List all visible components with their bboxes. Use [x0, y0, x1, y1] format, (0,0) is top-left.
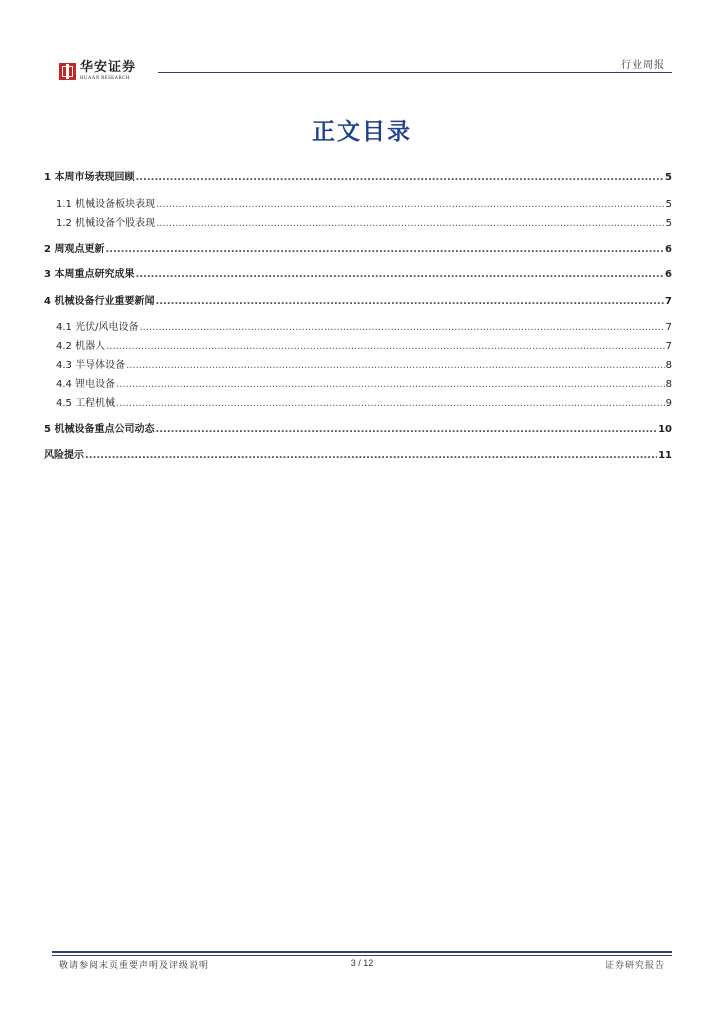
logo-name-en: HUAAN RESEARCH: [80, 76, 130, 81]
toc-entry-page: 8: [665, 379, 672, 390]
toc-entry-label: 1 本周市场表现回顾: [44, 172, 135, 183]
footer-divider-thick: [52, 951, 672, 953]
toc-entry-page: 7: [665, 341, 672, 352]
footer-disclaimer: 敬请参阅末页重要声明及评级说明: [59, 961, 210, 971]
toc-entry-label: 5 机械设备重点公司动态: [44, 424, 155, 435]
toc-entry-label: 1.1 机械设备板块表现: [56, 199, 156, 210]
toc-subentry[interactable]: [44, 214, 672, 229]
logo-icon: [59, 63, 76, 80]
toc-leader-dots: [116, 398, 665, 409]
toc-entry-label: 4.4 锂电设备: [56, 379, 116, 390]
toc-title: 正文目录: [312, 119, 412, 145]
company-logo: [59, 61, 136, 81]
footer-doc-type: 证券研究报告: [604, 961, 665, 971]
toc-entry-label: 4.3 半导体设备: [56, 360, 126, 371]
toc-leader-dots: [156, 218, 665, 229]
toc-entry[interactable]: [44, 446, 672, 461]
toc-subentry[interactable]: [44, 375, 672, 390]
toc-leader-dots: [135, 172, 664, 183]
toc-leader-dots: [155, 296, 664, 307]
toc-entry-page: 7: [665, 322, 672, 333]
toc-entry-page: 6: [665, 269, 672, 280]
toc-subentry[interactable]: [44, 195, 672, 210]
footer-divider-thin: [52, 955, 672, 956]
toc-entry[interactable]: [44, 420, 672, 435]
toc-entry-page: 5: [665, 199, 672, 210]
toc-leader-dots: [85, 450, 657, 461]
toc-entry-label: 风险提示: [44, 450, 84, 461]
toc-entry-label: 4 机械设备行业重要新闻: [44, 296, 155, 307]
toc-entry-page: 9: [665, 398, 672, 409]
toc-entry-page: 5: [665, 218, 672, 229]
toc-leader-dots: [139, 322, 664, 333]
toc-leader-dots: [155, 424, 657, 435]
toc-entry-page: 11: [658, 450, 672, 461]
logo-name-cn: 华安证券: [80, 60, 137, 75]
toc-entry-label: 4.5 工程机械: [56, 398, 116, 409]
toc-entry[interactable]: [44, 168, 672, 183]
toc-entry[interactable]: [44, 292, 672, 307]
toc-entry-page: 10: [658, 424, 672, 435]
toc-entry-label: 4.1 光伏/风电设备: [56, 322, 139, 333]
toc-entry-page: 7: [665, 296, 672, 307]
toc-entry[interactable]: [44, 240, 672, 255]
toc-entry-page: 8: [665, 360, 672, 371]
toc-entry-label: 1.2 机械设备个股表现: [56, 218, 156, 229]
report-type-label: 行业周报: [621, 60, 665, 71]
toc-subentry[interactable]: [44, 318, 672, 333]
page-header: [0, 0, 724, 90]
toc-entry-label: 2 周观点更新: [44, 244, 105, 255]
toc-leader-dots: [135, 269, 664, 280]
header-divider: [158, 72, 672, 73]
toc-entry-page: 5: [665, 172, 672, 183]
toc-entry-label: 3 本周重点研究成果: [44, 269, 135, 280]
page-number: 3 / 12: [350, 958, 374, 968]
toc-leader-dots: [116, 379, 665, 390]
toc-leader-dots: [105, 244, 664, 255]
toc-subentry[interactable]: [44, 356, 672, 371]
toc-subentry[interactable]: [44, 394, 672, 409]
toc-leader-dots: [156, 199, 665, 210]
toc-entry-page: 6: [665, 244, 672, 255]
toc-entry-label: 4.2 机器人: [56, 341, 106, 352]
toc-leader-dots: [126, 360, 665, 371]
toc-subentry[interactable]: [44, 337, 672, 352]
toc-leader-dots: [106, 341, 665, 352]
toc-entry[interactable]: [44, 265, 672, 280]
